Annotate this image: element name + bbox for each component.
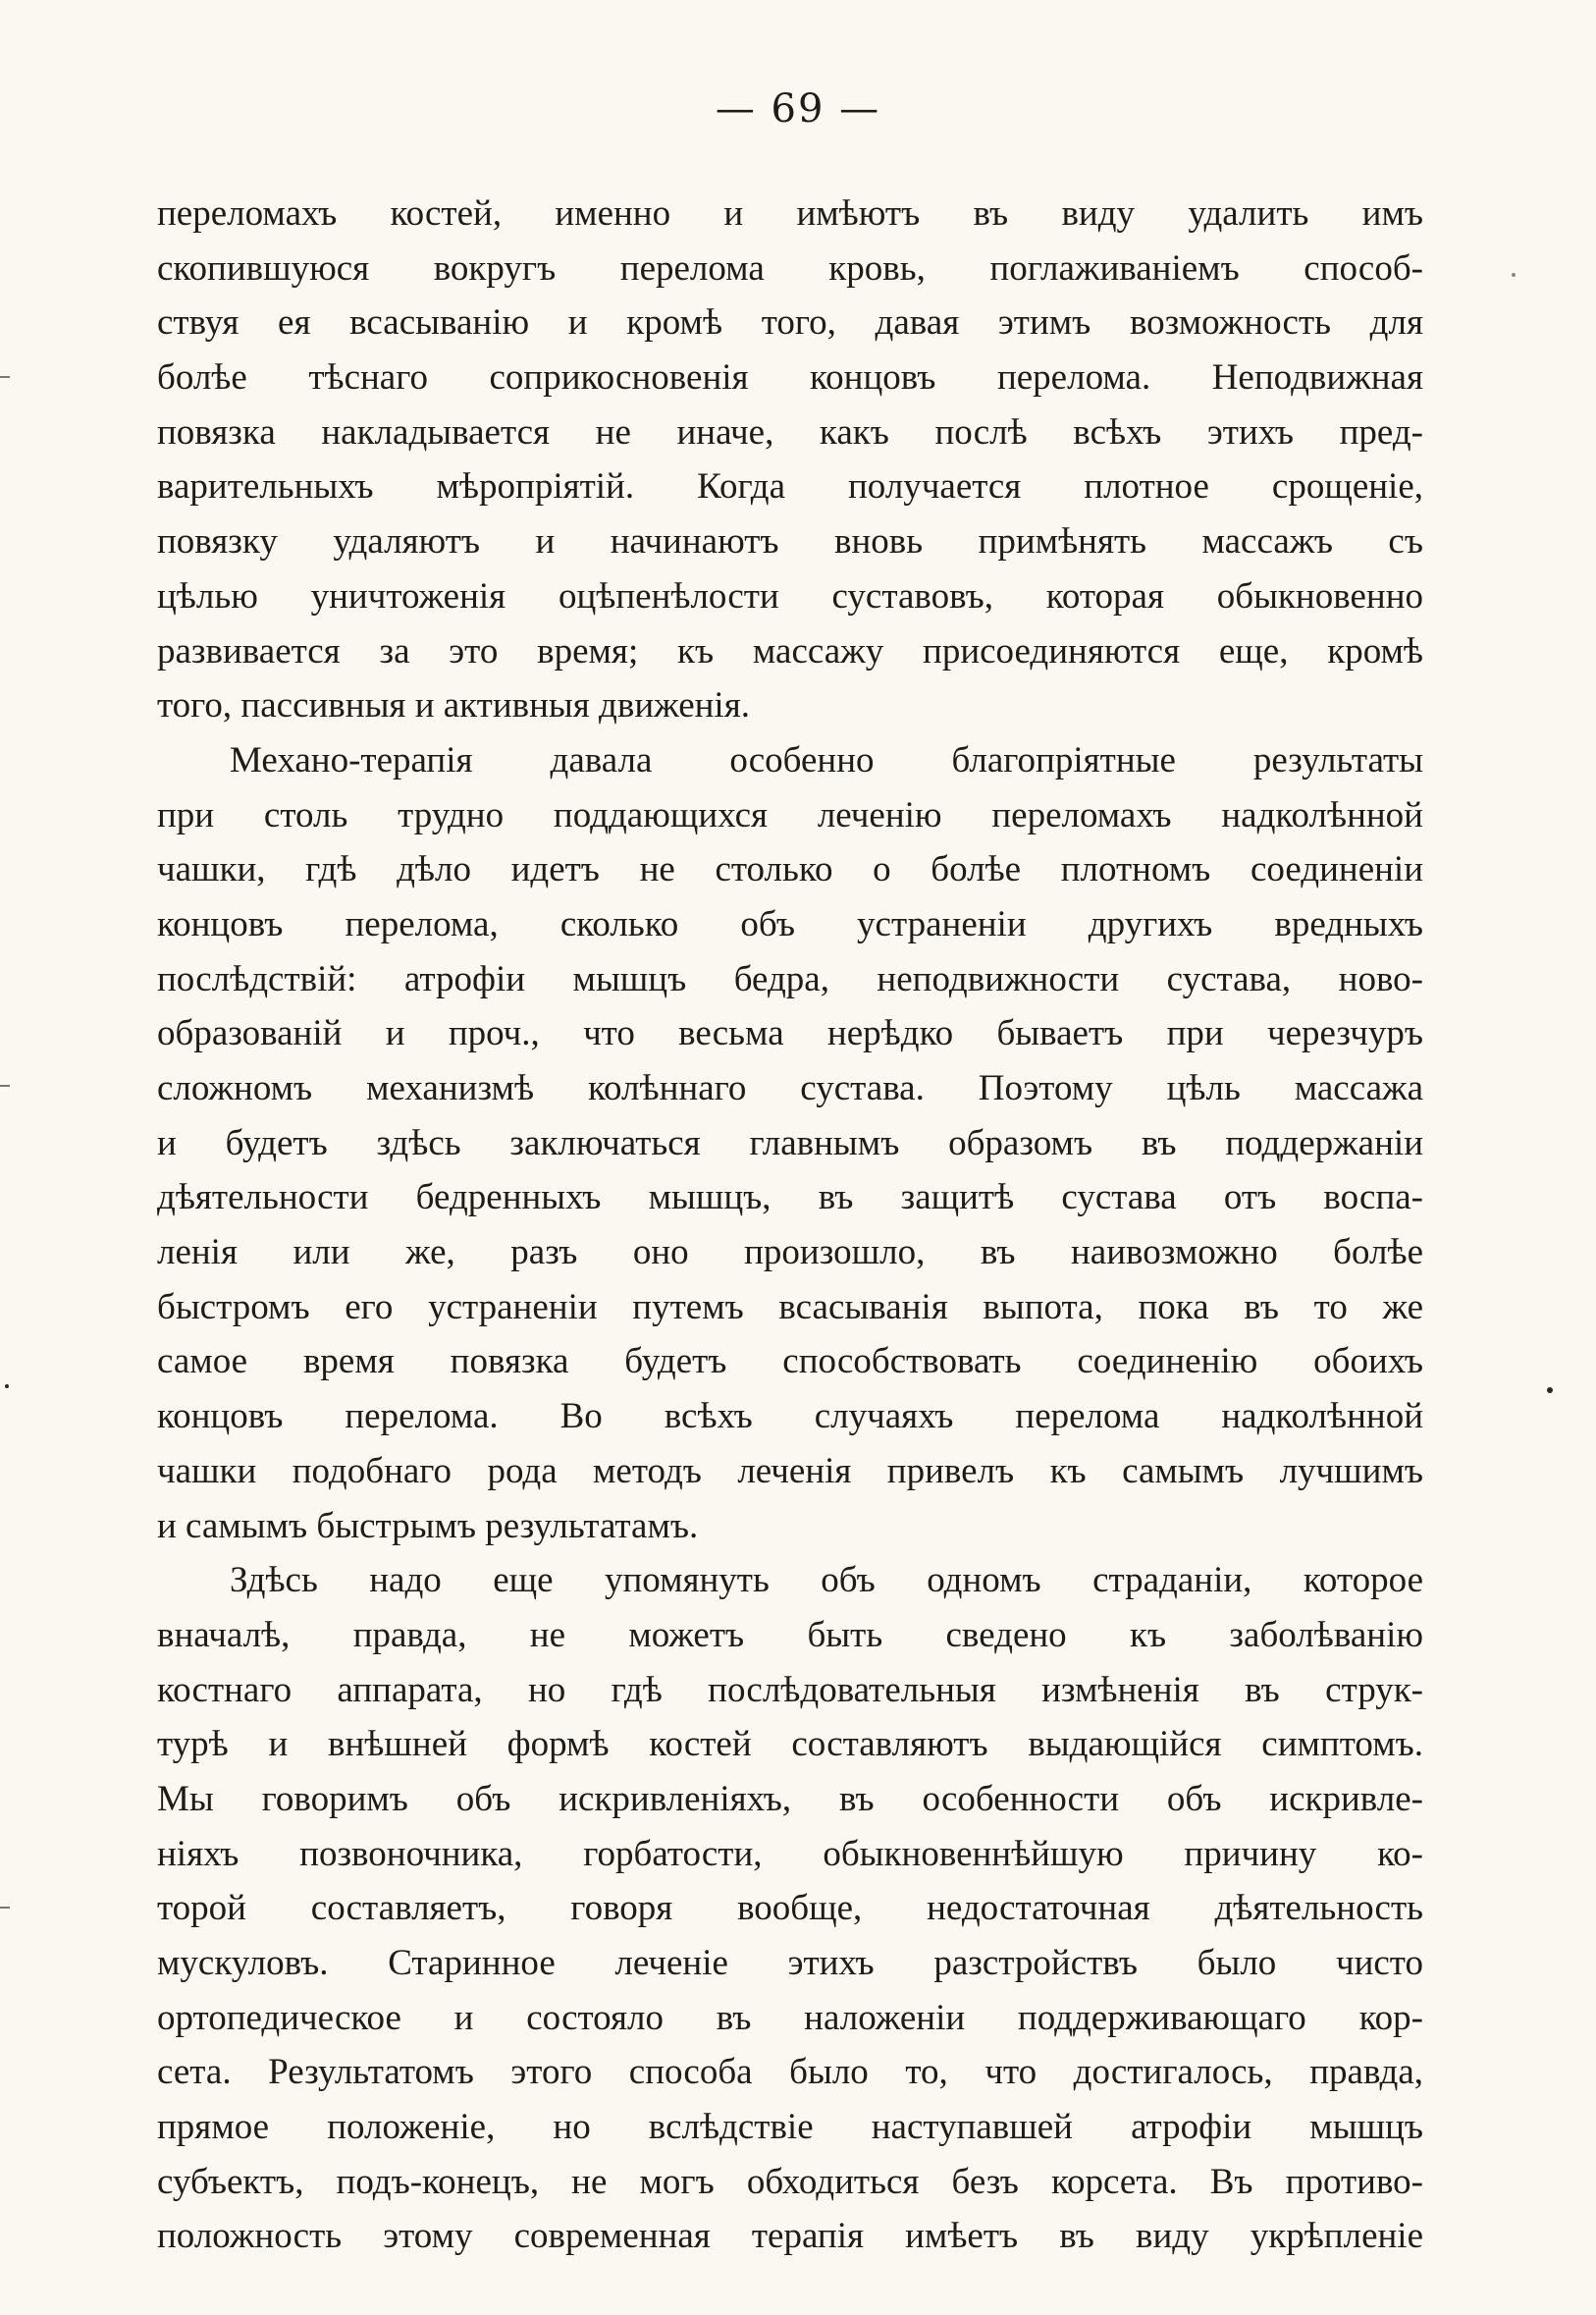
text-line: сложномъ механизмѣ колѣннаго сустава. Поэтому цѣль массажа [157,1068,1423,1108]
text-line: торой составляетъ, говоря вообще, недостаточная дѣятельность [157,1888,1423,1929]
text-line: чашки, гдѣ дѣло идетъ не столько о болѣе плотномъ соединеніи [157,849,1423,890]
text-line: прямое положеніе, но вслѣдствіе наступавшей атрофіи мышцъ [157,2107,1423,2148]
text-line: мускуловъ. Старинное леченіе этихъ разстройствъ было чисто [157,1943,1423,1983]
text-line: дѣятельности бедренныхъ мышцъ, въ защитѣ сустава отъ воспа- [157,1177,1423,1218]
text-line: чашки подобнаго рода методъ леченія привелъ къ самымъ лучшимъ [157,1450,1423,1491]
text-line: при столь трудно поддающихся леченію переломахъ надколѣнной [157,794,1423,835]
text-line: переломахъ костей, именно и имѣютъ въ виду удалить имъ [157,193,1423,234]
text-line: концовъ перелома. Во всѣхъ случаяхъ перелома надколѣнной [157,1396,1423,1437]
text-line: Мы говоримъ объ искривленіяхъ, въ особенности объ искривле- [157,1778,1423,1819]
text-line: ствуя ея всасыванію и кромѣ того, давая этимъ возможность для [157,302,1423,344]
text-line: ортопедическое и состояло въ наложеніи поддерживающаго кор- [157,1997,1423,2038]
text-line: быстромъ его устраненіи путемъ всасыванія выпота, пока въ то же [157,1286,1423,1327]
text-line: скопившуюся вокругъ перелома кровь, поглаживаніемъ способ- [157,247,1423,289]
text-line: и самымъ быстрымъ результатамъ. [157,1505,699,1546]
text-line: повязка накладывается не иначе, какъ послѣ всѣхъ этихъ пред- [157,411,1423,453]
margin-mark [0,1085,10,1087]
text-line: ленія или же, разъ оно произошло, въ наивозможно болѣе [157,1232,1423,1273]
margin-dot [5,1384,9,1388]
text-line: концовъ перелома, сколько объ устраненіи другихъ вредныхъ [157,903,1423,944]
text-line: самое время повязка будетъ способствовать соединенію обоихъ [157,1341,1423,1382]
margin-mark [0,376,10,378]
text-line: образованій и проч., что весьма нерѣдко бываетъ при черезчуръ [157,1013,1423,1054]
text-line: турѣ и внѣшней формѣ костей составляютъ выдающійся симптомъ. [157,1724,1423,1765]
text-line: и будетъ здѣсь заключаться главнымъ образомъ въ поддержаніи [157,1122,1423,1163]
text-line: цѣлью уничтоженія оцѣпенѣлости суставовъ, которая обыкновенно [157,575,1423,617]
margin-dot [1547,1387,1553,1393]
text-line: ніяхъ позвоночника, горбатости, обыкновеннѣйшую причину ко- [157,1833,1423,1874]
body-text [157,187,1423,2264]
text-line: развивается за это время; къ массажу присоединяются еще, кромѣ [157,630,1423,672]
text-line: положность этому современная терапія имѣетъ въ виду укрѣпленіе [157,2216,1423,2257]
text-line: повязку удаляютъ и начинаютъ вновь примѣнять массажъ съ [157,521,1423,563]
text-line: варительныхъ мѣропріятій. Когда получается плотное срощеніе, [157,466,1423,508]
text-line: болѣе тѣснаго соприкосновенія концовъ перелома. Неподвижная [157,357,1423,399]
margin-dot [1512,273,1516,277]
text-line: того, пассивныя и активныя движенія. [157,685,750,727]
paragraph-first-line: Механо-терапія давала особенно благопріятные результаты [230,739,1423,781]
text-line: субъектъ, подъ-конецъ, не могъ обходиться безъ корсета. Въ противо- [157,2161,1423,2202]
text-line: вначалѣ, правда, не можетъ быть сведено къ заболѣванію [157,1614,1423,1655]
text-line: сета. Результатомъ этого способа было то, что достигалось, правда, [157,2052,1423,2093]
text-line: послѣдствій: атрофіи мышцъ бедра, неподвижности сустава, ново- [157,958,1423,999]
margin-mark [0,1907,10,1909]
page-number: — 69 — [715,86,881,132]
paragraph-first-line: Здѣсь надо еще упомянуть объ одномъ страданіи, которое [230,1560,1423,1601]
text-line: костнаго аппарата, но гдѣ послѣдовательныя измѣненія въ струк- [157,1669,1423,1710]
